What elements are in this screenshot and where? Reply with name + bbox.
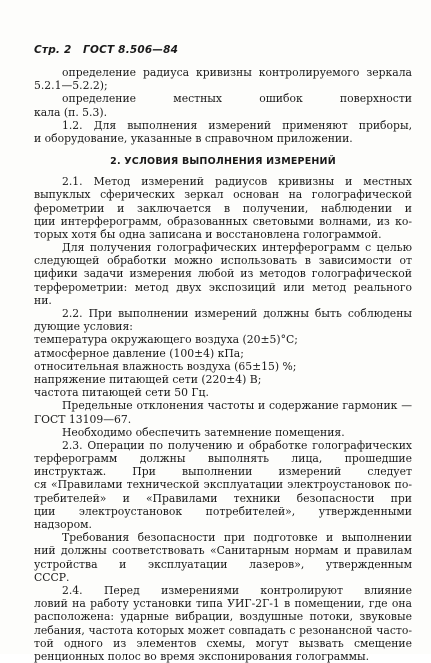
text-line: выпуклых сферических зеркал основан на голографической xyxy=(34,188,412,202)
text-line: Требования безопасности при подготовке и выполнении xyxy=(62,531,412,545)
text-line: торых хотя бы одна записана и восстановлена голограммой. xyxy=(34,227,382,241)
text-line: СССР. xyxy=(34,570,70,584)
text-line: расположена: ударные вибрации, воздушные потоки, звуковые xyxy=(34,610,412,624)
text-line: терферометрии: метод двух экспозиций или метод реального xyxy=(34,280,412,294)
page-header xyxy=(34,44,178,56)
text-line: и оборудование, указанные в справочном приложении. xyxy=(34,131,353,145)
page-number: Стр. 2 xyxy=(34,44,72,56)
text-line: устройства и эксплуатации лазеров», утвержденным xyxy=(34,557,412,571)
text-line: 1.2. Для выполнения измерений применяют приборы, xyxy=(62,118,412,132)
text-line: лебания, частота которых может совпадать с резонансной часто- xyxy=(34,623,412,637)
text-line: 2.3. Операции по получению и обработке голографических xyxy=(62,438,412,452)
text-line: ции интерферограмм, образованных световыми волнами, из ко- xyxy=(34,214,412,228)
document-body xyxy=(34,66,412,663)
standard-number: ГОСТ 8.506—84 xyxy=(83,44,179,56)
text-line: определение местных ошибок поверхности xyxy=(62,92,412,106)
text-line: ферометрии и заключается в получении, наблюдении и xyxy=(34,201,412,215)
text-line: ренционных полос во время экспонирования голограммы. xyxy=(34,649,370,663)
text-line: 2.2. При выполнении измерений должны быть соблюдены xyxy=(62,307,412,320)
text-line: 2.1. Метод измерений радиусов кривизны и местных xyxy=(62,175,412,189)
text-line: Предельные отклонения частоты и содержание гармоник — xyxy=(62,399,412,413)
text-line: кала (п. 5.3). xyxy=(34,105,108,119)
text-line: терферограмм должны выполнять лица, прошедшие xyxy=(34,452,412,466)
text-line: следующей обработки можно использовать в зависимости от xyxy=(34,254,412,268)
text-line: ции электроустановок потребителей», утвержденными xyxy=(34,504,412,518)
text-line: Необходимо обеспечить затемнение помещения. xyxy=(62,425,345,439)
text-line: ни. xyxy=(34,293,52,307)
text-line: частота питающей сети 50 Гц. xyxy=(34,386,209,400)
text-line: ся «Правилами технической эксплуатации электроустановок по- xyxy=(34,478,412,492)
section-title: 2. УСЛОВИЯ ВЫПОЛНЕНИЯ ИЗМЕРЕНИЙ xyxy=(110,156,336,168)
text-line: 2.4. Перед измерениями контролируют влияние xyxy=(62,583,412,597)
text-line: той одного из элементов схемы, могут вызвать смещение xyxy=(34,636,412,650)
text-line: Для получения голографических интерферограмм с целью xyxy=(62,241,412,255)
text-line: напряжение питающей сети (220±4) В; xyxy=(34,372,262,386)
text-line: относительная влажность воздуха (65±15) %; xyxy=(34,359,297,373)
text-line: инструктаж. При выполнении измерений следует xyxy=(34,465,412,479)
text-line: температура окружающего воздуха (20±5)°С; xyxy=(34,333,298,347)
text-line: определение радиуса кривизны контролируемого зеркала xyxy=(62,66,412,79)
text-line: требителей» и «Правилами техники безопасности при xyxy=(34,491,412,505)
text-line: цифики задачи измерения любой из методов голографической xyxy=(34,267,412,281)
text-line: надзором. xyxy=(34,518,92,531)
text-line: ловий на работу установки типа УИГ-2Г-1 в помещении, где она xyxy=(34,597,412,611)
text-line: ГОСТ 13109—67. xyxy=(34,412,132,426)
text-line: дующие условия: xyxy=(34,320,133,334)
text-line: атмосферное давление (100±4) кПа; xyxy=(34,346,244,360)
text-line: 5.2.1—5.2.2); xyxy=(34,79,108,93)
text-line: ний должны соответствовать «Санитарным нормам и правилам xyxy=(34,544,412,558)
